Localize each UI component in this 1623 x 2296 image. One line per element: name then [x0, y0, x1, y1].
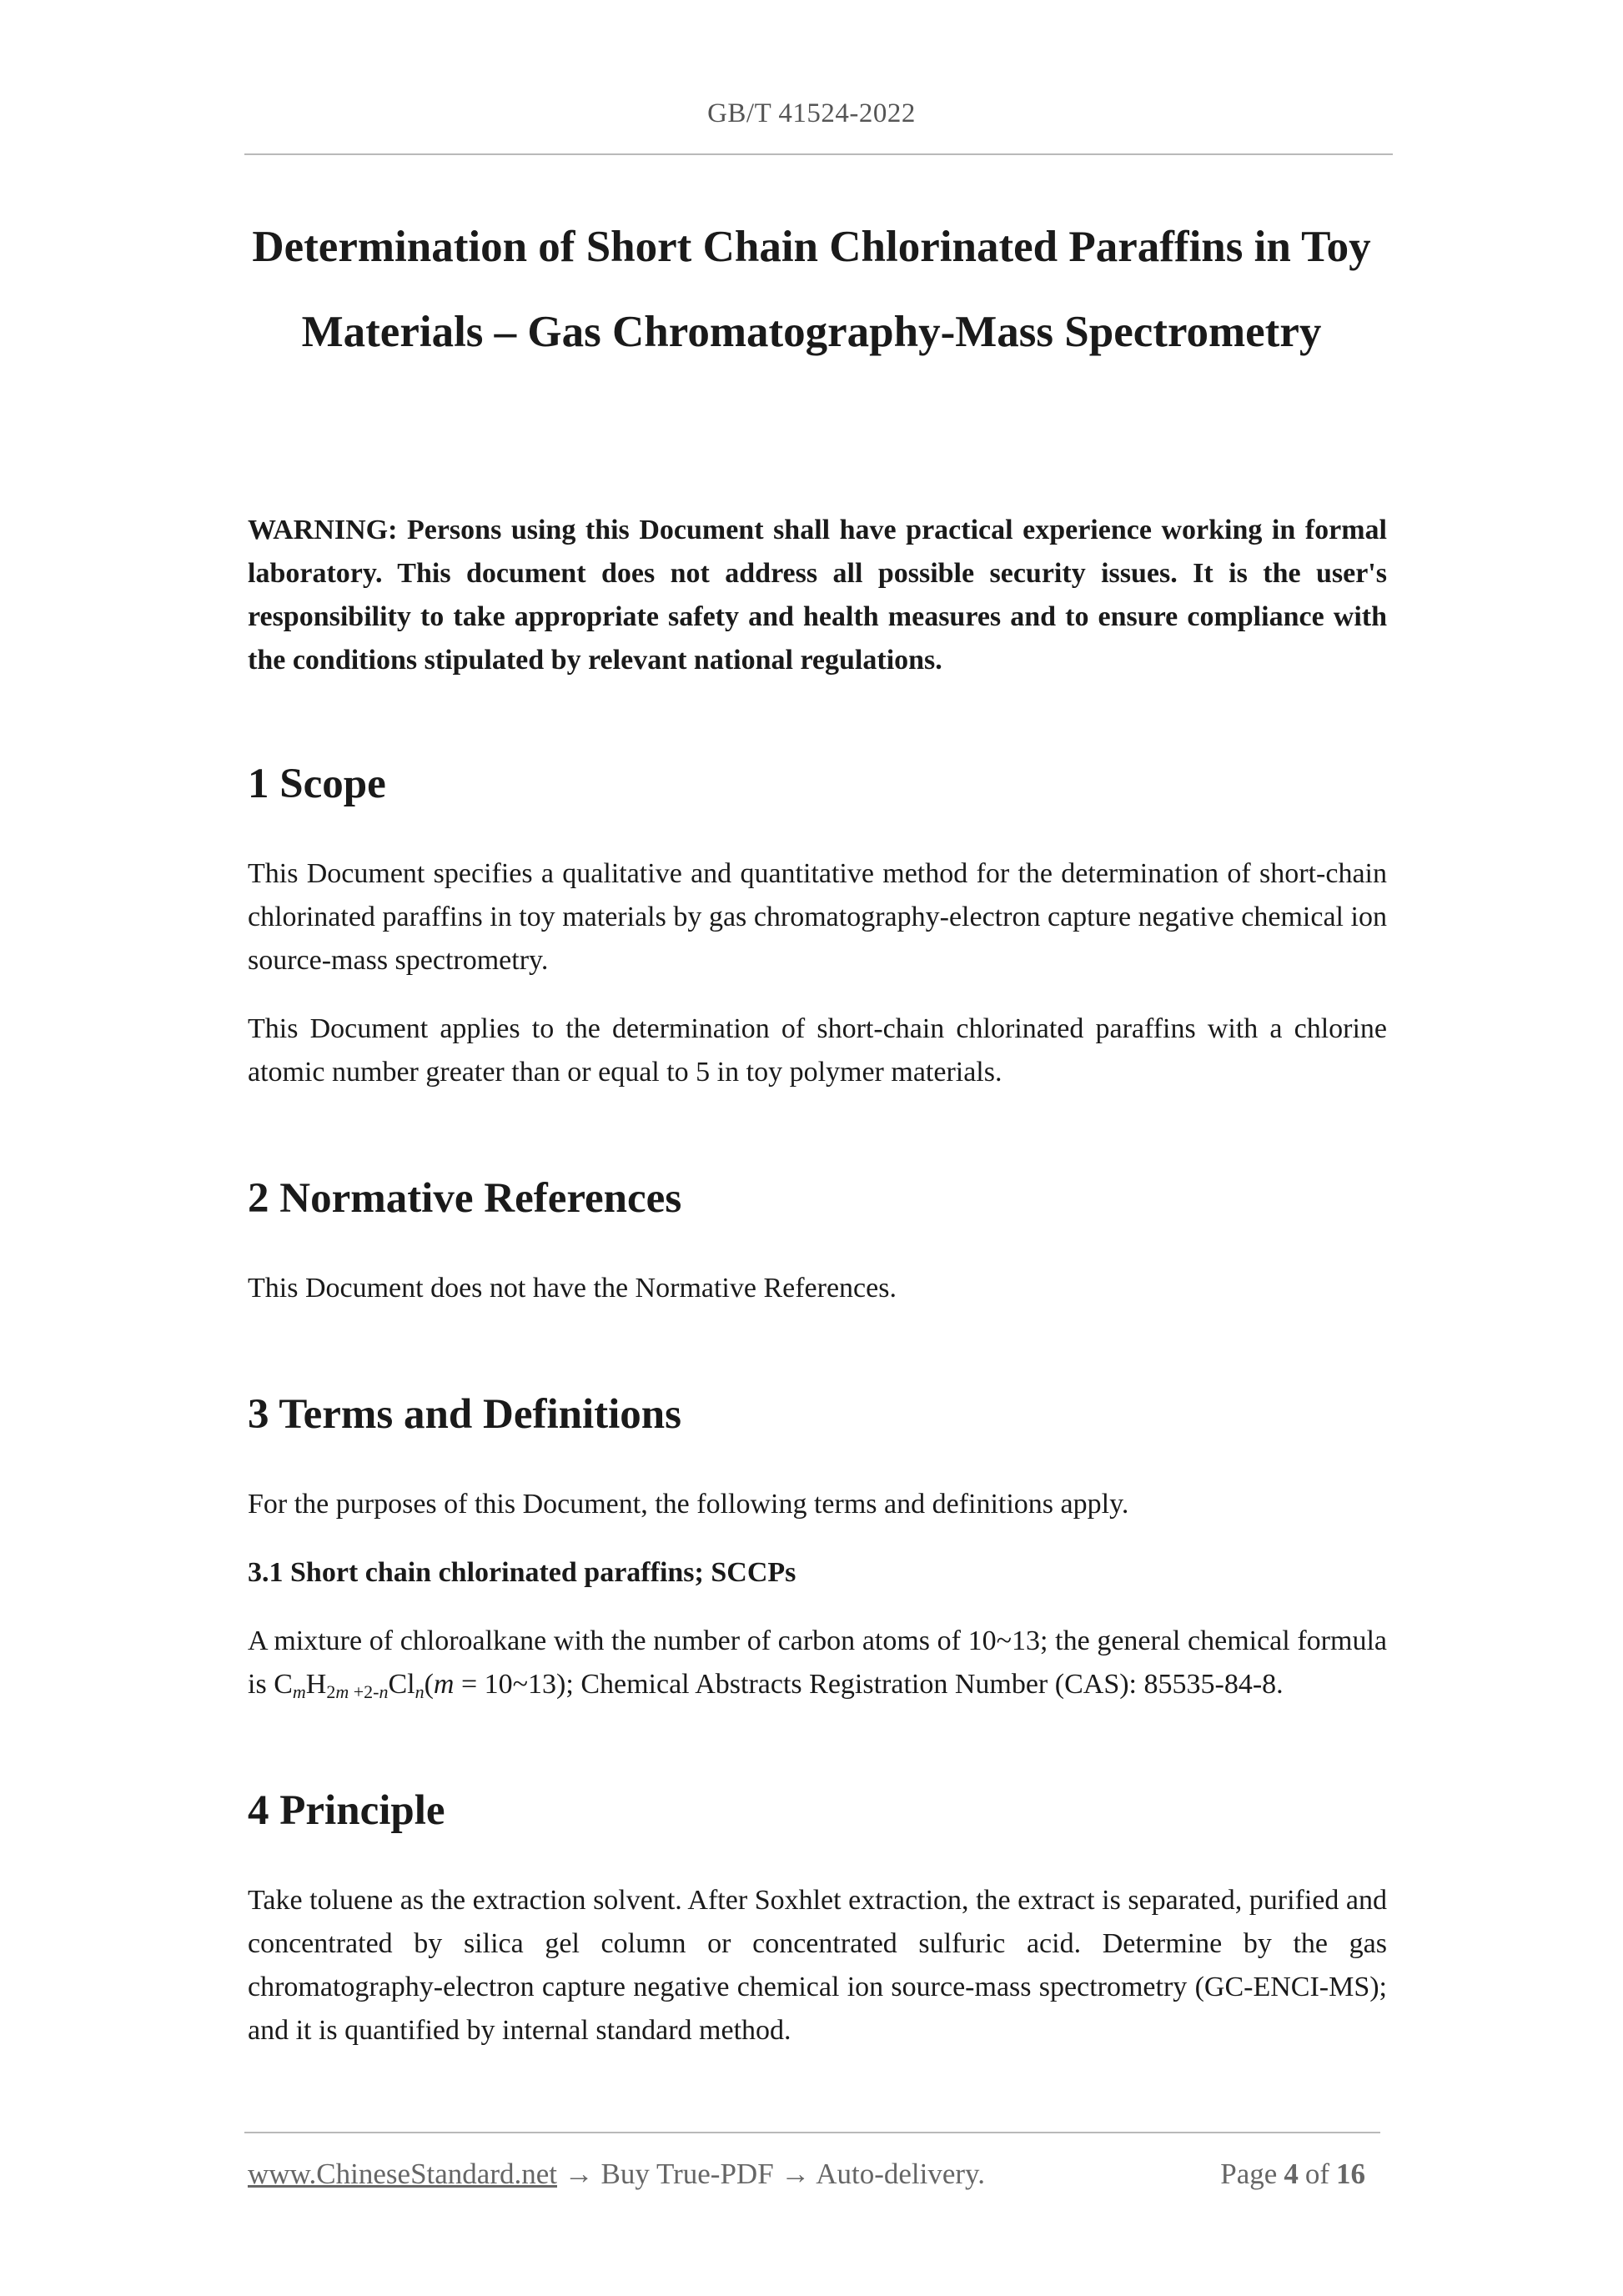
term-heading-sccps: 3.1 Short chain chlorinated paraffins; SCCPs: [248, 1557, 796, 1588]
total-page-count: 16: [1336, 2158, 1365, 2190]
document-title-line-1: Determination of Short Chain Chlorinated Paraffins in Toy: [252, 223, 1371, 271]
definition-text-start: A mixture of chloroalkane with the number of carbon atoms of 10~13; the general chemical formula is: [248, 1625, 1387, 1700]
scope-paragraph-1: This Document specifies a qualitative and quantitative method for the determination of short-chain chlorinated paraffins in toy materials by gas chromatography-electron capture negative chemical ion source-mass spectrometry.: [248, 858, 1387, 976]
warning-paragraph: WARNING: Persons using this Document shall have practical experience working in formal laboratory. This document does not address all possible security issues. It is the user's responsibility to take appropriate safety and health measures and to ensure compliance with the conditions stipulated by relevant national regulations.: [248, 515, 1387, 676]
definition-text-end: ; Chemical Abstracts Registration Number (CAS): 85535-84-8.: [565, 1669, 1284, 1700]
page-indicator: Page 4 of 16: [1220, 2158, 1365, 2190]
footer-tagline: → Buy True-PDF → Auto-delivery.: [557, 2158, 986, 2190]
chemical-formula: $C_mH_{2m +2-n}Cl_n(m$ = 10~13): [274, 1669, 566, 1702]
current-page-number: 4: [1284, 2158, 1299, 2190]
section-heading-normative-references: 2 Normative References: [248, 1175, 682, 1222]
document-title-line-2: Materials – Gas Chromatography-Mass Spectrometry: [301, 308, 1322, 356]
document-body: [248, 509, 1387, 2052]
chinesestandard-link[interactable]: www.ChineseStandard.net: [248, 2158, 557, 2190]
scope-paragraph-2: This Document applies to the determination of short-chain chlorinated paraffins with a chlorine atomic number greater than or equal to 5 in toy polymer materials.: [248, 1013, 1387, 1088]
section-heading-terms-definitions: 3 Terms and Definitions: [248, 1391, 682, 1438]
header-divider: [244, 153, 1393, 155]
section-heading-principle: 4 Principle: [248, 1787, 445, 1834]
page-footer: [248, 2158, 1384, 2196]
principle-paragraph: Take toluene as the extraction solvent. After Soxhlet extraction, the extract is separated, purified and concentrated by silica gel column or concentrated sulfuric acid. Determine by the gas chromatography-electron capture negative chemical ion source-mass spectrometry (GC-ENCI-MS); and it is quantified by internal standard method.: [248, 1885, 1387, 2046]
footer-divider: [244, 2132, 1380, 2133]
normative-references-paragraph: This Document does not have the Normative References.: [248, 1273, 897, 1304]
terms-intro-paragraph: For the purposes of this Document, the following terms and definitions apply.: [248, 1489, 1129, 1520]
document-header: GB/T 41524-2022: [707, 98, 916, 128]
term-definition-sccps: [248, 1620, 1387, 1706]
section-heading-scope: 1 Scope: [248, 761, 386, 807]
